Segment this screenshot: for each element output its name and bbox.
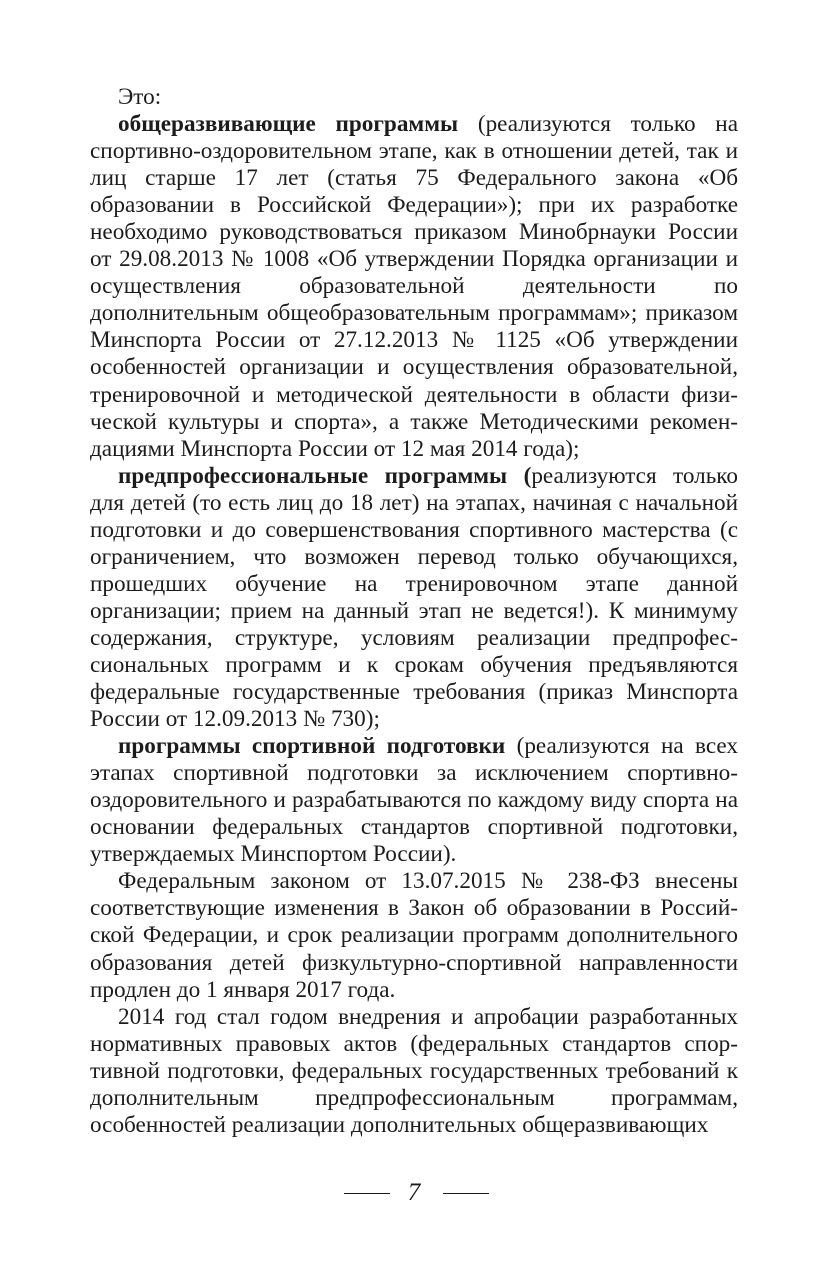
term-general-programs: общеразвивающие программы bbox=[118, 111, 459, 138]
page-number: 7 bbox=[407, 1179, 421, 1206]
definition-sport-training-programs: (реализуются на всех этапах спортивной подготовки за исключением спортивно-оздоровительного и разрабатываются по каждому виду спорта на основании федеральных стандартов спортивной подготовки, утверждаемых Минспортом России). bbox=[90, 733, 738, 868]
list-item-general-programs bbox=[90, 111, 738, 463]
list-item-sport-training-programs bbox=[90, 733, 738, 868]
definition-general-programs: (реализуются только на спортивно-оздоровительном этапе, как в отношении детей, так и лиц старше 17 лет (статья 75 Федерального закона «Об образовании в Российской Федерации»); при их разработке необходимо руководствоваться приказом Минобрнауки России от 29.08.2013 № 1008 «Об утверждении Порядка организации и осуществления образовательной деятельности по дополнительным общеобразовательным программам»; приказом Минспорта России от 27.12.2013 № 1125 «Об утверждении особенностей организации и осуществления образовательной, тренировочной и методической деятельности в области физической культуры и спорта», а также Методическими рекомендациями Минспорта России от 12 мая 2014 года); bbox=[90, 111, 738, 462]
footer-rule-left bbox=[344, 1193, 390, 1194]
paragraph-federal-law: Федеральным законом от 13.07.2015 № 238-ФЗ внесены соответствующие изменения в Закон об образовании в Российской Федерации, и срок реализации программ дополнительного образования детей физкультурно-спортивной направленности продлен до 1 января 2017 года. bbox=[90, 868, 738, 1003]
term-sport-training-programs: программы спортивной подготовки bbox=[118, 733, 506, 760]
definition-preprofessional-programs: реализуются только для детей (то есть лиц до 18 лет) на этапах, начиная с начальной подготовки и до совершенствования спортивного мастерства (с ограничением, что возможен перевод только обучающихся, прошедших обучение на тренировочном этапе данной организации; прием на данный этап не ведется!). К минимуму содержания, структуре, условиям реализации предпрофессиональных программ и к срокам обучения предъявляются федеральные государственные требования (приказ Минспорта России от 12.09.2013 № 730); bbox=[90, 462, 738, 733]
page-footer bbox=[0, 1178, 827, 1208]
intro-line: Это: bbox=[118, 84, 162, 110]
term-preprofessional-programs: предпрофессиональные программы ( bbox=[118, 462, 532, 489]
page-body bbox=[90, 84, 738, 1139]
list-item-preprofessional-programs bbox=[90, 463, 738, 733]
footer-rule-right bbox=[443, 1193, 489, 1194]
paragraph-2014-year: 2014 год стал годом внедрения и апробации разработанных нормативных правовых актов (федеральных стандартов спортивной подготовки, федеральных государственных требований к дополнительным предпрофессиональным программам, особенностей реализации дополнительных общеразвивающих bbox=[90, 1003, 738, 1138]
